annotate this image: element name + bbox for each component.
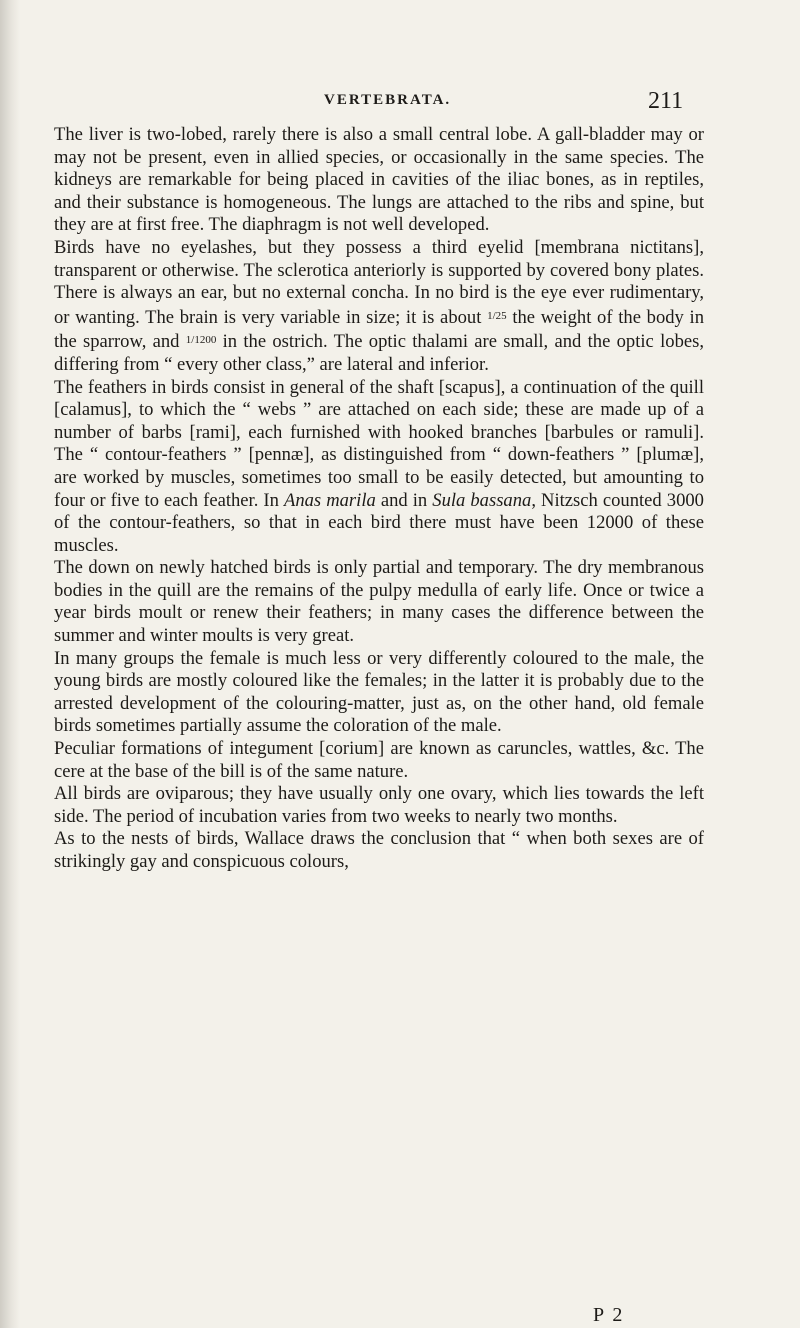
text-run: Peculiar formations of integument [corium] are known as caruncles, wattles, &c. The cere at the base of the bill is of the same nature. [54, 738, 704, 782]
text-run: As to the nests of birds, Wallace draws the conclusion that “ when both sexes are of strikingly gay and conspicuous colours, [54, 828, 704, 872]
paragraph [54, 237, 704, 377]
paragraph [54, 828, 704, 873]
text-run: All birds are oviparous; they have usually only one ovary, which lies towards the left side. The period of incubation varies from two weeks to nearly two months. [54, 783, 704, 827]
paragraph [54, 557, 704, 647]
fraction: 1/25 [487, 309, 507, 322]
signature-mark: P 2 [593, 1304, 625, 1326]
page-gutter-shadow [0, 0, 20, 1328]
text-run: Birds have no eyelashes, but they possess a third eyelid [membrana nictitans], transparent or otherwise. The sclerotica anteriorly is supported by covered bony plates. There is always an ear, but no external concha. In no bird is the eye ever rudimentary, or wanting. The brain is very variable in size; it is about [54, 236, 704, 328]
text-run: The down on newly hatched birds is only partial and temporary. The dry membranous bodies in the quill are the remains of the pulpy medulla of early life. Once or twice a year birds moult or renew their feathers; in many cases the difference between the summer and winter moults is very great. [54, 557, 704, 647]
text-run: the weight of the body in the sparrow, and [54, 306, 704, 353]
italic-term: Anas marila [283, 489, 376, 511]
text-run: The feathers in birds consist in general of the shaft [scapus], a continuation of the quill [calamus], to which the “ webs ” are attached on each side; these are made up of a number of barbs [rami], each furnished with hooked branches [barbules or ramuli]. The “ contour-feathers ” [pennæ], as distinguished from “ down-feathers ” [plumæ], are worked by muscles, sometimes too small to be easily detected, but amounting to four or five to each feather. In [54, 376, 704, 511]
body-text [54, 124, 704, 874]
paragraph [54, 124, 704, 237]
running-header [0, 88, 800, 122]
text-run: In many groups the female is much less or very differently coloured to the male, the young birds are mostly coloured like the females; in the latter it is probably due to the arrested development of the colouring-matter, just as, on the other hand, old female birds sometimes partially assume the coloration of the male. [54, 647, 704, 737]
text-run: in the ostrich. The optic thalami are small, and the optic lobes, differing from “ every other class,” are lateral and inferior. [54, 331, 704, 375]
running-title: VERTEBRATA. [324, 92, 452, 108]
text-run: The liver is two-lobed, rarely there is also a small central lobe. A gall-bladder may or may not be present, even in allied species, or occasionally in the same species. The kidneys are remarkable for being placed in cavities of the iliac bones, as in reptiles, and their substance is homogeneous. The lungs are attached to the ribs and spine, but they are at first free. The diaphragm is not well developed. [54, 124, 704, 236]
italic-term: Sula bassana [432, 489, 532, 511]
page-number: 211 [648, 88, 684, 114]
text-run: , Nitzsch counted 3000 of the contour-feathers, so that in each bird there must have been 12000 of these muscles. [54, 489, 704, 556]
paragraph [54, 783, 704, 828]
text-run: and in [375, 489, 433, 511]
paragraph [54, 648, 704, 738]
paragraph [54, 738, 704, 783]
fraction: 1/1200 [185, 334, 217, 347]
paragraph [54, 377, 704, 558]
